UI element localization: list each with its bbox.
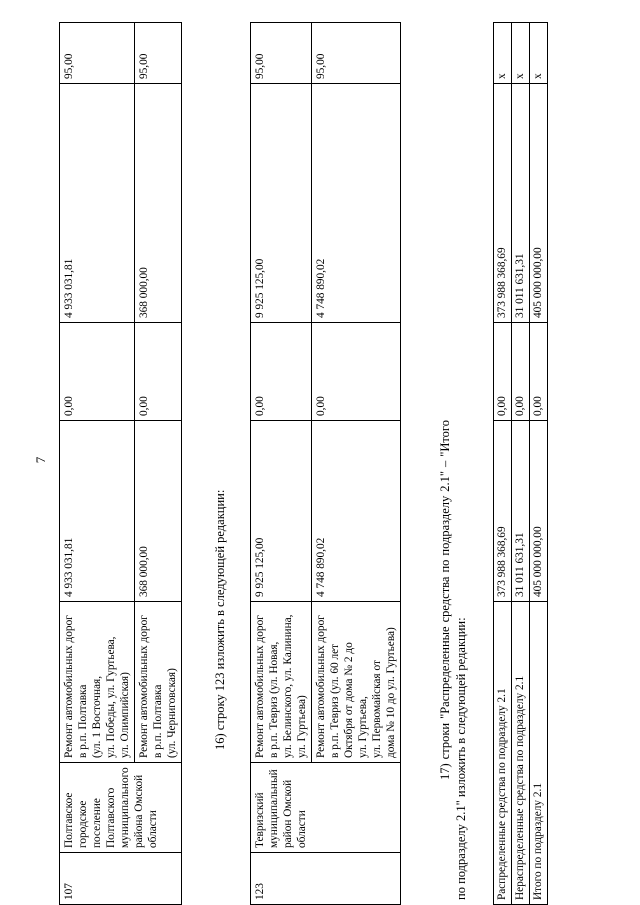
page-number: 7 (33, 456, 48, 464)
federal-amount: 0,00 (512, 323, 530, 421)
summary-label: Распределенные средства по подразделу 2.1 (494, 602, 512, 905)
table-row (494, 23, 512, 905)
share-percent: х (530, 23, 548, 84)
regional-amount: 373 988 368,69 (494, 84, 512, 323)
federal-amount: 0,00 (494, 323, 512, 421)
regional-amount: 9 925 125,00 (251, 84, 312, 323)
regional-amount: 4 748 890,02 (312, 84, 401, 323)
paragraph-16: 16) строку 123 изложить в следующей редакции: (213, 489, 227, 750)
table-row (251, 23, 312, 905)
summary-label: Нераспределенные средства по подразделу 2.1 (512, 602, 530, 905)
row-number: 107 (60, 853, 182, 905)
share-percent: 95,00 (60, 23, 135, 84)
share-percent: х (512, 23, 530, 84)
table-row (530, 23, 548, 905)
federal-amount: 0,00 (312, 323, 401, 421)
paragraph-17: 17) строки "Распределенные средства по подразделу 2.1" – "Итого по подразделу 2.1" изложить в следующей редакции: (438, 420, 468, 900)
regional-amount: 4 933 031,81 (60, 84, 135, 323)
object-name: Ремонт автомобильных дорог в р.п. Полтавка (ул. Черниговская) (135, 602, 182, 763)
regional-amount: 31 011 631,31 (512, 84, 530, 323)
summary-label: Итого по подразделу 2.1 (530, 602, 548, 905)
federal-amount: 0,00 (251, 323, 312, 421)
table-row-123 (250, 22, 401, 905)
total-amount: 4 933 031,81 (60, 421, 135, 602)
total-amount: 9 925 125,00 (251, 421, 312, 602)
federal-amount: 0,00 (135, 323, 182, 421)
share-percent: 95,00 (135, 23, 182, 84)
summary-table (493, 22, 548, 905)
total-amount: 368 000,00 (135, 421, 182, 602)
federal-amount: 0,00 (60, 323, 135, 421)
regional-amount: 368 000,00 (135, 84, 182, 323)
share-percent: х (494, 23, 512, 84)
table-row (60, 23, 135, 905)
table-row-107 (59, 22, 182, 905)
share-percent: 95,00 (251, 23, 312, 84)
total-amount: 31 011 631,31 (512, 421, 530, 602)
object-name: Ремонт автомобильных дорог в р.п. Полтавка (ул. 1 Восточная, ул. Победы, ул. Гуртьева, ул. Олимпийская) (60, 602, 135, 763)
municipality-name: Тевризский муниципальный район Омской области (251, 763, 401, 853)
regional-amount: 405 000 000,00 (530, 84, 548, 323)
object-name: Ремонт автомобильных дорог в р.п. Тевриз (ул. 60 лет Октября от дома № 2 до ул. Гуртьева, ул. Первомайская от дома № 10 до ул. Гуртьева) (312, 602, 401, 763)
table-row (512, 23, 530, 905)
total-amount: 405 000 000,00 (530, 421, 548, 602)
row-number: 123 (251, 853, 401, 905)
total-amount: 373 988 368,69 (494, 421, 512, 602)
share-percent: 95,00 (312, 23, 401, 84)
total-amount: 4 748 890,02 (312, 421, 401, 602)
municipality-name: Полтавское городское поселение Полтавского муниципального района Омской области (60, 763, 182, 853)
federal-amount: 0,00 (530, 323, 548, 421)
object-name: Ремонт автомобильных дорог в р.п. Тевриз (ул. Новая, ул. Белинского, ул. Калинина, ул. Гуртьева) (251, 602, 312, 763)
